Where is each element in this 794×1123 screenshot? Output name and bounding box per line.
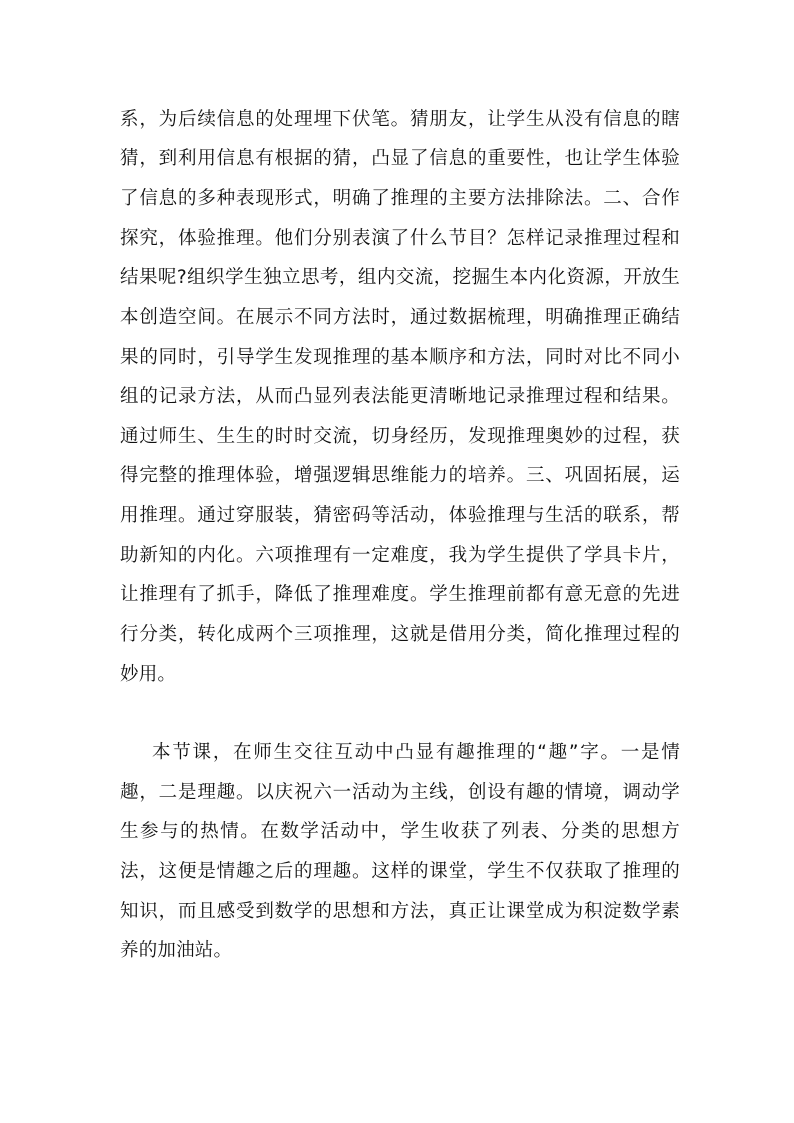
text-line: 法，这便是情趣之后的理趣。这样的课堂，学生不仅获取了推理的: [120, 861, 680, 882]
text-line: 本创造空间。在展示不同方法时，通过数据梳理，明确推理正确结: [120, 307, 680, 328]
text-line: 养的加油站。: [120, 940, 233, 961]
text-line: 助新知的内化。六项推理有一定难度，我为学生提供了学具卡片，: [120, 545, 680, 566]
text-line: 探究，体验推理。他们分别表演了什么节目？怎样记录推理过程和: [120, 228, 680, 249]
text-line: 生参与的热情。在数学活动中，学生收获了列表、分类的思想方: [120, 821, 680, 842]
text-line: 猜，到利用信息有根据的猜，凸显了信息的重要性，也让学生体验: [120, 148, 680, 169]
text-line: 行分类，转化成两个三项推理，这就是借用分类，简化推理过程的: [120, 624, 680, 645]
text-line: 组的记录方法，从而凸显列表法能更清晰地记录推理过程和结果。: [120, 386, 680, 407]
text-line: 趣，二是理趣。以庆祝六一活动为主线，创设有趣的情境，调动学: [120, 782, 680, 803]
text-line: 果的同时，引导学生发现推理的基本顺序和方法，同时对比不同小: [120, 347, 680, 368]
text-line: 得完整的推理体验，增强逻辑思维能力的培养。三、巩固拓展，运: [120, 465, 680, 486]
text-line: 让推理有了抓手，降低了推理难度。学生推理前都有意无意的先进: [120, 584, 680, 605]
text-line: 用推理。通过穿服装，猜密码等活动，体验推理与生活的联系，帮: [120, 505, 680, 526]
text-line: 知识，而且感受到数学的思想和方法，真正让课堂成为积淀数学素: [120, 901, 680, 922]
text-line: 妙用。: [120, 664, 177, 685]
text-line: 通过师生、生生的时时交流，切身经历，发现推理奥妙的过程，获: [120, 426, 680, 447]
text-line: 系，为后续信息的处理埋下伏笔。猜朋友，让学生从没有信息的瞎: [120, 109, 680, 130]
text-line: 结果呢?组织学生独立思考，组内交流，挖掘生本内化资源，开放生: [120, 267, 680, 288]
paragraph-first-line: 本节课，在师生交往互动中凸显有趣推理的“趣”字。一是情: [152, 742, 680, 763]
text-line: 了信息的多种表现形式，明确了推理的主要方法排除法。二、合作: [120, 188, 680, 209]
